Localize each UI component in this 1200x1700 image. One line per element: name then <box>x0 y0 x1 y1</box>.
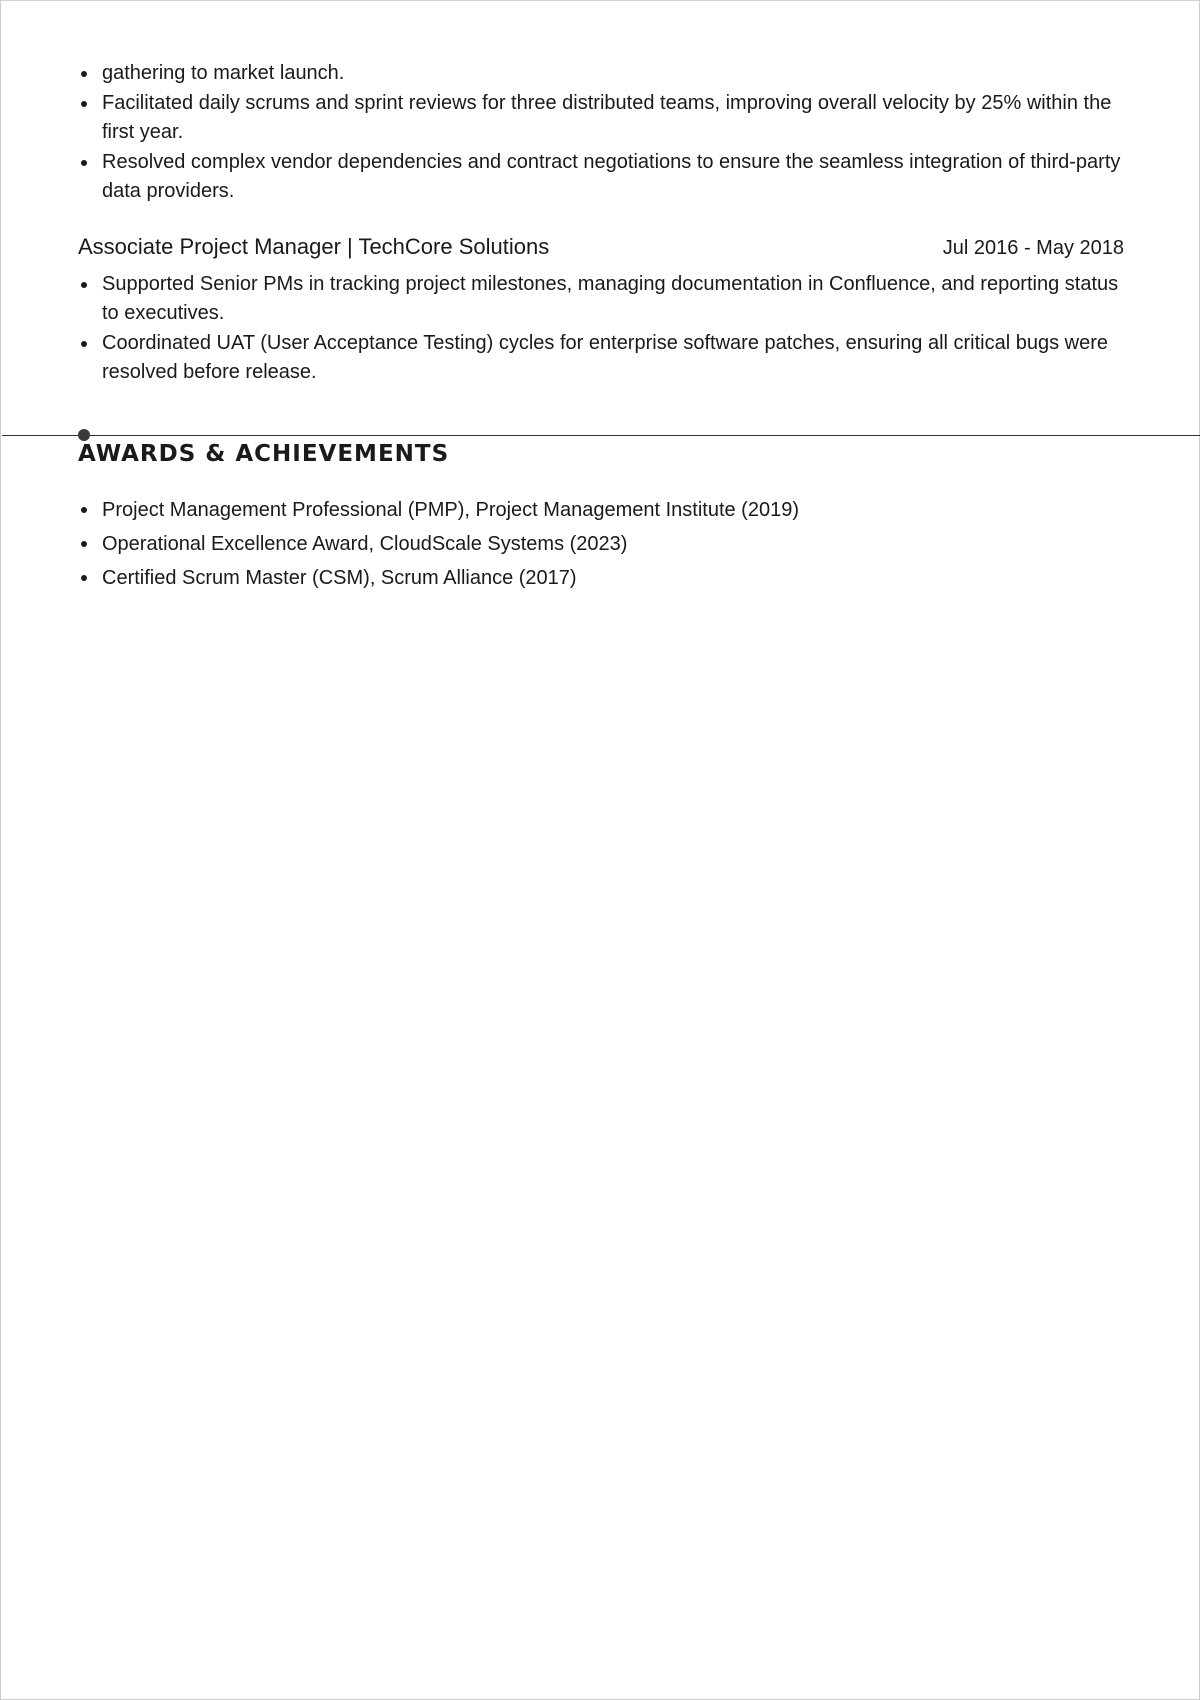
list-item: Coordinated UAT (User Acceptance Testing) cycles for enterprise software patches, ensuring all critical bugs were resolved before release. <box>78 329 1124 387</box>
job-header <box>78 232 1124 263</box>
list-item: Resolved complex vendor dependencies and contract negotiations to ensure the seamless integration of third-party data providers. <box>78 148 1124 206</box>
section-divider <box>2 435 1200 436</box>
job-title: Associate Project Manager | TechCore Solutions <box>78 234 550 259</box>
awards-list <box>78 495 1124 593</box>
previous-job-bullets <box>78 59 1124 206</box>
awards-heading: AWARDS & ACHIEVEMENTS <box>78 441 450 467</box>
list-item: Facilitated daily scrums and sprint reviews for three distributed teams, improving overall velocity by 25% within the first year. <box>78 89 1124 147</box>
list-item: Supported Senior PMs in tracking project milestones, managing documentation in Confluence, and reporting status to executives. <box>78 270 1124 328</box>
list-item: Project Management Professional (PMP), Project Management Institute (2019) <box>78 495 1124 525</box>
list-item: Certified Scrum Master (CSM), Scrum Alliance (2017) <box>78 563 1124 593</box>
list-item: Operational Excellence Award, CloudScale Systems (2023) <box>78 529 1124 559</box>
job-dates: Jul 2016 - May 2018 <box>942 237 1124 259</box>
job-bullets <box>78 270 1124 387</box>
awards-section <box>78 495 1124 597</box>
experience-section <box>78 59 1124 388</box>
list-item: gathering to market launch. <box>78 59 1124 88</box>
